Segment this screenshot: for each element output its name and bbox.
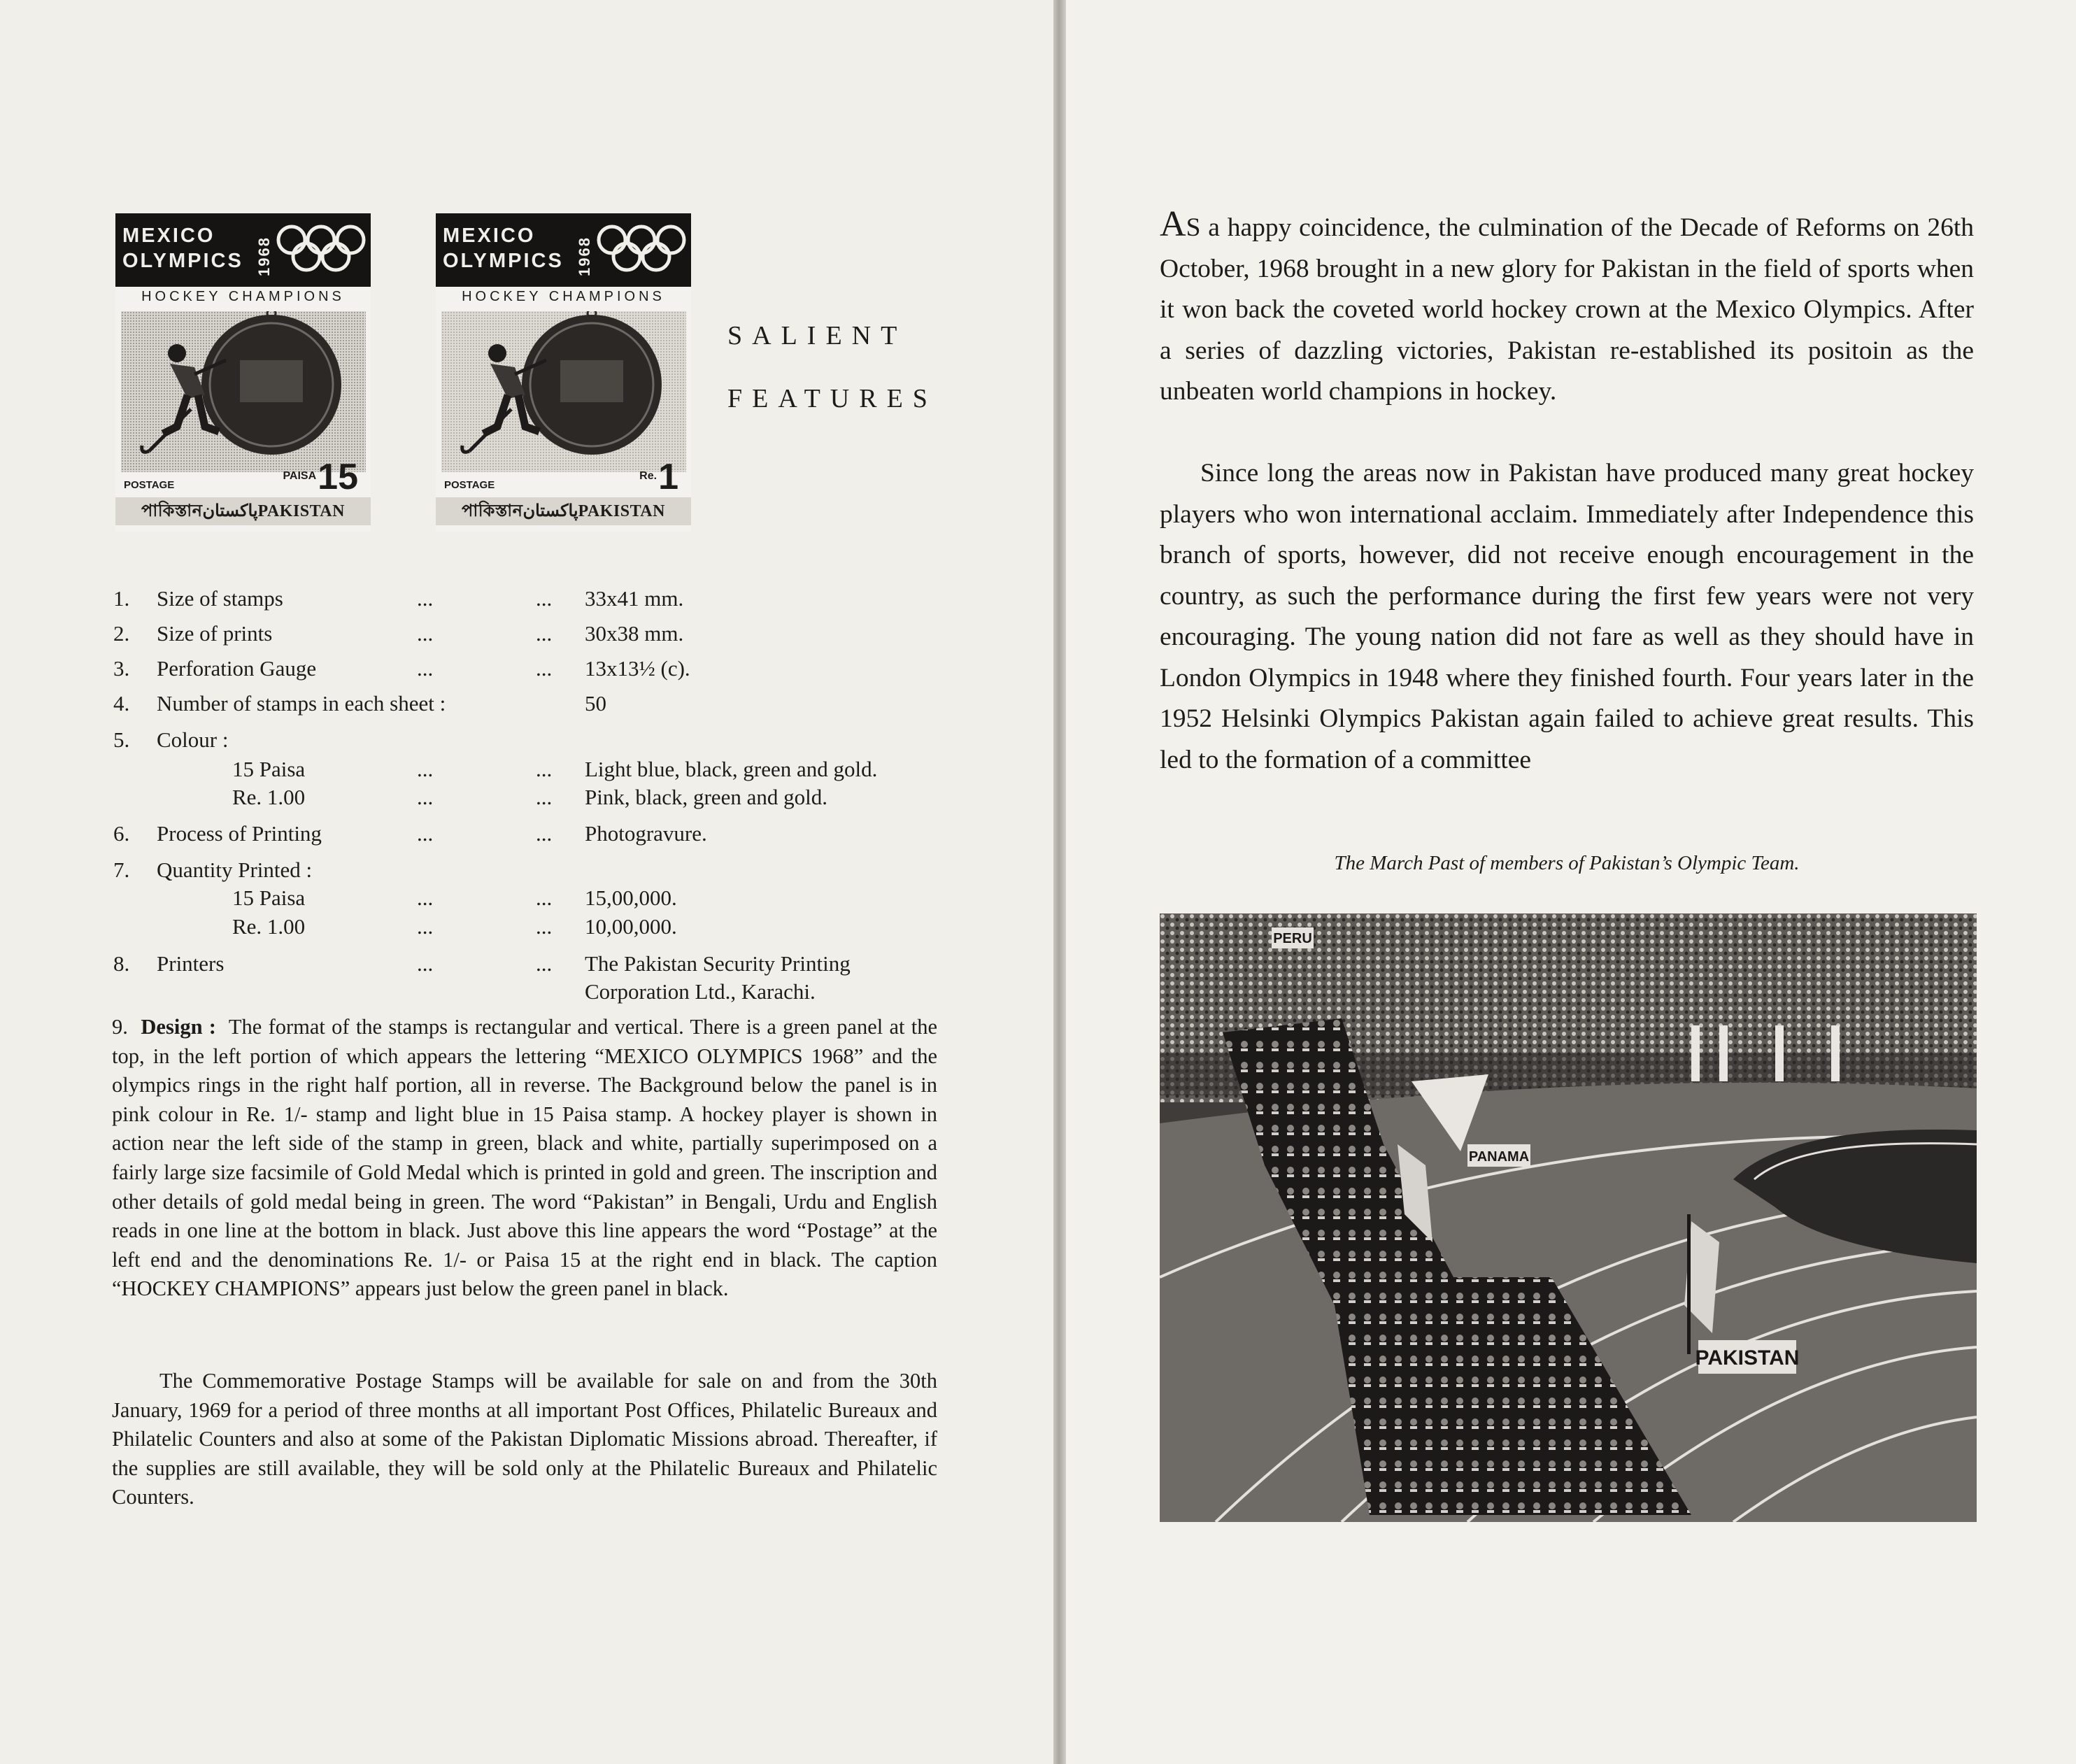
feature-value: 10,00,000. [585, 914, 677, 939]
stamp-denomination-unit: Re. [639, 470, 657, 482]
feature-label: Perforation Gauge [157, 656, 317, 681]
stamp-title-line-1: MEXICO [443, 225, 536, 247]
stamp-top-panel [115, 213, 371, 287]
commemorative-text: The Commemorative Postage Stamps will be available for sale on and from the 30th January, 1969 for a period of three months at all important Post Offices, Philatelic Bureaux and Philatelic Counters and also at some of the Pakistan Diplomatic Missions abroad. Thereafter, if the supplies are still available, they will be sold only at the Philatelic Bureaux and Philatelic Counters. [112, 1369, 937, 1509]
feature-value: 33x41 mm. [585, 586, 684, 611]
stamp-denomination-value: 1 [658, 457, 678, 497]
leader-dots: ... [536, 951, 553, 976]
stamp-caption: HOCKEY CHAMPIONS [462, 289, 665, 304]
stamp-15-paisa [115, 213, 371, 532]
stamp-caption: HOCKEY CHAMPIONS [141, 289, 345, 304]
leader-dots: ... [536, 885, 553, 910]
leader-dots: ... [417, 757, 434, 781]
design-text: The format of the stamps is rectangular and vertical. There is a green panel at the top, in the left portion of which appears the lettering “MEXICO OLYMPICS 1968” and the olympics rings in the right half portion, all in reverse. The Background below the panel is in pink colour in Re. 1/- stamp and light blue in 15 Paisa stamp. A hockey player is shown in action near the left side of the stamp in green, black and white, partially superimposed on a fairly large size facsimile of Gold Medal which is printed in gold and green. The inscription and other details of gold medal being in green. The word “Pakistan” in Bengali, Urdu and English reads in one line at the bottom in black. Just above this line appears the word “Postage” at the left end and the denominations Re. 1/- or Paisa 15 at the right end in black. The caption “HOCKEY CHAMPIONS” appears just below the green panel in black. [112, 1015, 938, 1301]
stamp-title [443, 223, 576, 273]
feature-number: 4. [113, 691, 130, 716]
intro-text: S a happy coincidence, the culmination of the Decade of Reforms on 26th October, 1968 brought in a new glory for Pakistan in the field of sports when it won back the coveted world hockey crown at the Mexico Olympics. After a series of dazzling victories, Pakistan re-established its positoin as the unbeaten world champions in hockey. [1160, 213, 1974, 406]
feature-value: Light blue, black, green and gold. [585, 757, 878, 781]
stamp-year-text: 1968 [576, 236, 593, 276]
stamp-postage-label: POSTAGE [124, 479, 175, 491]
stamp-postage-label: POSTAGE [444, 479, 495, 491]
feature-label: Number of stamps in each sheet : [157, 691, 446, 716]
leader-dots: ... [536, 914, 553, 939]
leader-dots: ... [536, 656, 553, 681]
feature-sub-label: Re. 1.00 [232, 785, 306, 809]
stamp-denomination-value: 15 [318, 457, 358, 497]
leader-dots: ... [417, 621, 434, 646]
olympic-rings-icon [595, 219, 688, 282]
history-text: Since long the areas now in Pakistan have produced many great hockey players who won international acclaim. Immediately after Independence this branch of sports, however, did not receive enough encouragement in the country, as such the performance during the first few years were not very encouraging. The young nation did not fare as well as they should have in London Olympics in 1948 where they finished fourth. Four years later in the 1952 Helsinki Olympics Pakistan again failed to achieve great results. This led to the formation of a committee [1160, 459, 1974, 774]
stamp-1-rupee [436, 213, 691, 532]
stamp-title-line-1: MEXICO [122, 225, 215, 247]
feature-sub-label: Re. 1.00 [232, 914, 306, 939]
stamp-denomination [639, 457, 678, 497]
feature-number: 7. [113, 858, 130, 882]
leader-dots: ... [417, 821, 434, 846]
sign-peru: PERU [1273, 931, 1312, 946]
march-past-photo [1160, 913, 1977, 1522]
hockey-player-medal-image [441, 311, 686, 472]
leader-dots: ... [417, 586, 434, 611]
leader-dots: ... [536, 621, 553, 646]
feature-value: Photogravure. [585, 821, 707, 846]
leader-dots: ... [536, 586, 553, 611]
heading-salient: SALIENT [727, 321, 907, 350]
feature-number: 5. [113, 727, 130, 752]
leader-dots: ... [417, 951, 434, 976]
stamp-country: পাকিস্তানپاکستانPAKISTAN [436, 497, 691, 525]
stamp-title-line-2: OLYMPICS [122, 250, 243, 272]
sign-pakistan: PAKISTAN [1695, 1346, 1800, 1370]
intro-paragraph [1160, 204, 1974, 413]
stamp-top-panel [436, 213, 691, 287]
olympic-rings-icon [275, 219, 367, 282]
stamp-denomination [283, 457, 358, 497]
stamp-year [254, 222, 272, 278]
leader-dots: ... [417, 785, 434, 809]
stamp-title [122, 223, 255, 273]
sign-panama: PANAMA [1468, 1149, 1530, 1165]
stamp-denomination-unit: PAISA [283, 470, 317, 482]
heading-features: FEATURES [727, 384, 937, 413]
stamp-country: পাকিস্তানپاکستانPAKISTAN [115, 497, 371, 525]
commemorative-paragraph [112, 1367, 937, 1512]
design-label: Design : [141, 1015, 216, 1039]
feature-label: Size of prints [157, 621, 273, 646]
feature-value: Corporation Ltd., Karachi. [585, 979, 816, 1004]
feature-sub-label: 15 Paisa [232, 885, 306, 910]
feature-value: 13x13½ (c). [585, 656, 690, 681]
feature-value: 50 [585, 691, 606, 716]
feature-label: Quantity Printed : [157, 858, 313, 882]
feature-value: 30x38 mm. [585, 621, 684, 646]
feature-number: 8. [113, 951, 130, 976]
stamp-year-text: 1968 [255, 236, 273, 276]
booklet-fold [1053, 0, 1066, 1764]
drop-cap: A [1160, 204, 1186, 244]
leader-dots: ... [536, 785, 553, 809]
feature-value: The Pakistan Security Printing [585, 951, 851, 976]
feature-number: 1. [113, 586, 130, 611]
feature-label: Printers [157, 951, 225, 976]
leader-dots: ... [417, 656, 434, 681]
leader-dots: ... [417, 885, 434, 910]
stamp-year [574, 222, 592, 278]
hockey-player-medal-image [121, 311, 366, 472]
feature-number: 2. [113, 621, 130, 646]
feature-value: 15,00,000. [585, 885, 677, 910]
design-number: 9. [112, 1015, 128, 1039]
feature-sub-label: 15 Paisa [232, 757, 306, 781]
stamp-title-line-2: OLYMPICS [443, 250, 564, 272]
history-paragraph [1160, 453, 1974, 781]
feature-value: Pink, black, green and gold. [585, 785, 827, 809]
leader-dots: ... [536, 757, 553, 781]
feature-number: 6. [113, 821, 130, 846]
feature-number: 3. [113, 656, 130, 681]
feature-label: Size of stamps [157, 586, 283, 611]
design-paragraph [112, 1013, 937, 1304]
leader-dots: ... [417, 914, 434, 939]
feature-label: Process of Printing [157, 821, 322, 846]
feature-label: Colour : [157, 727, 229, 752]
photo-caption: The March Past of members of Pakistan’s Olympic Team. [1334, 852, 1800, 874]
leader-dots: ... [536, 821, 553, 846]
